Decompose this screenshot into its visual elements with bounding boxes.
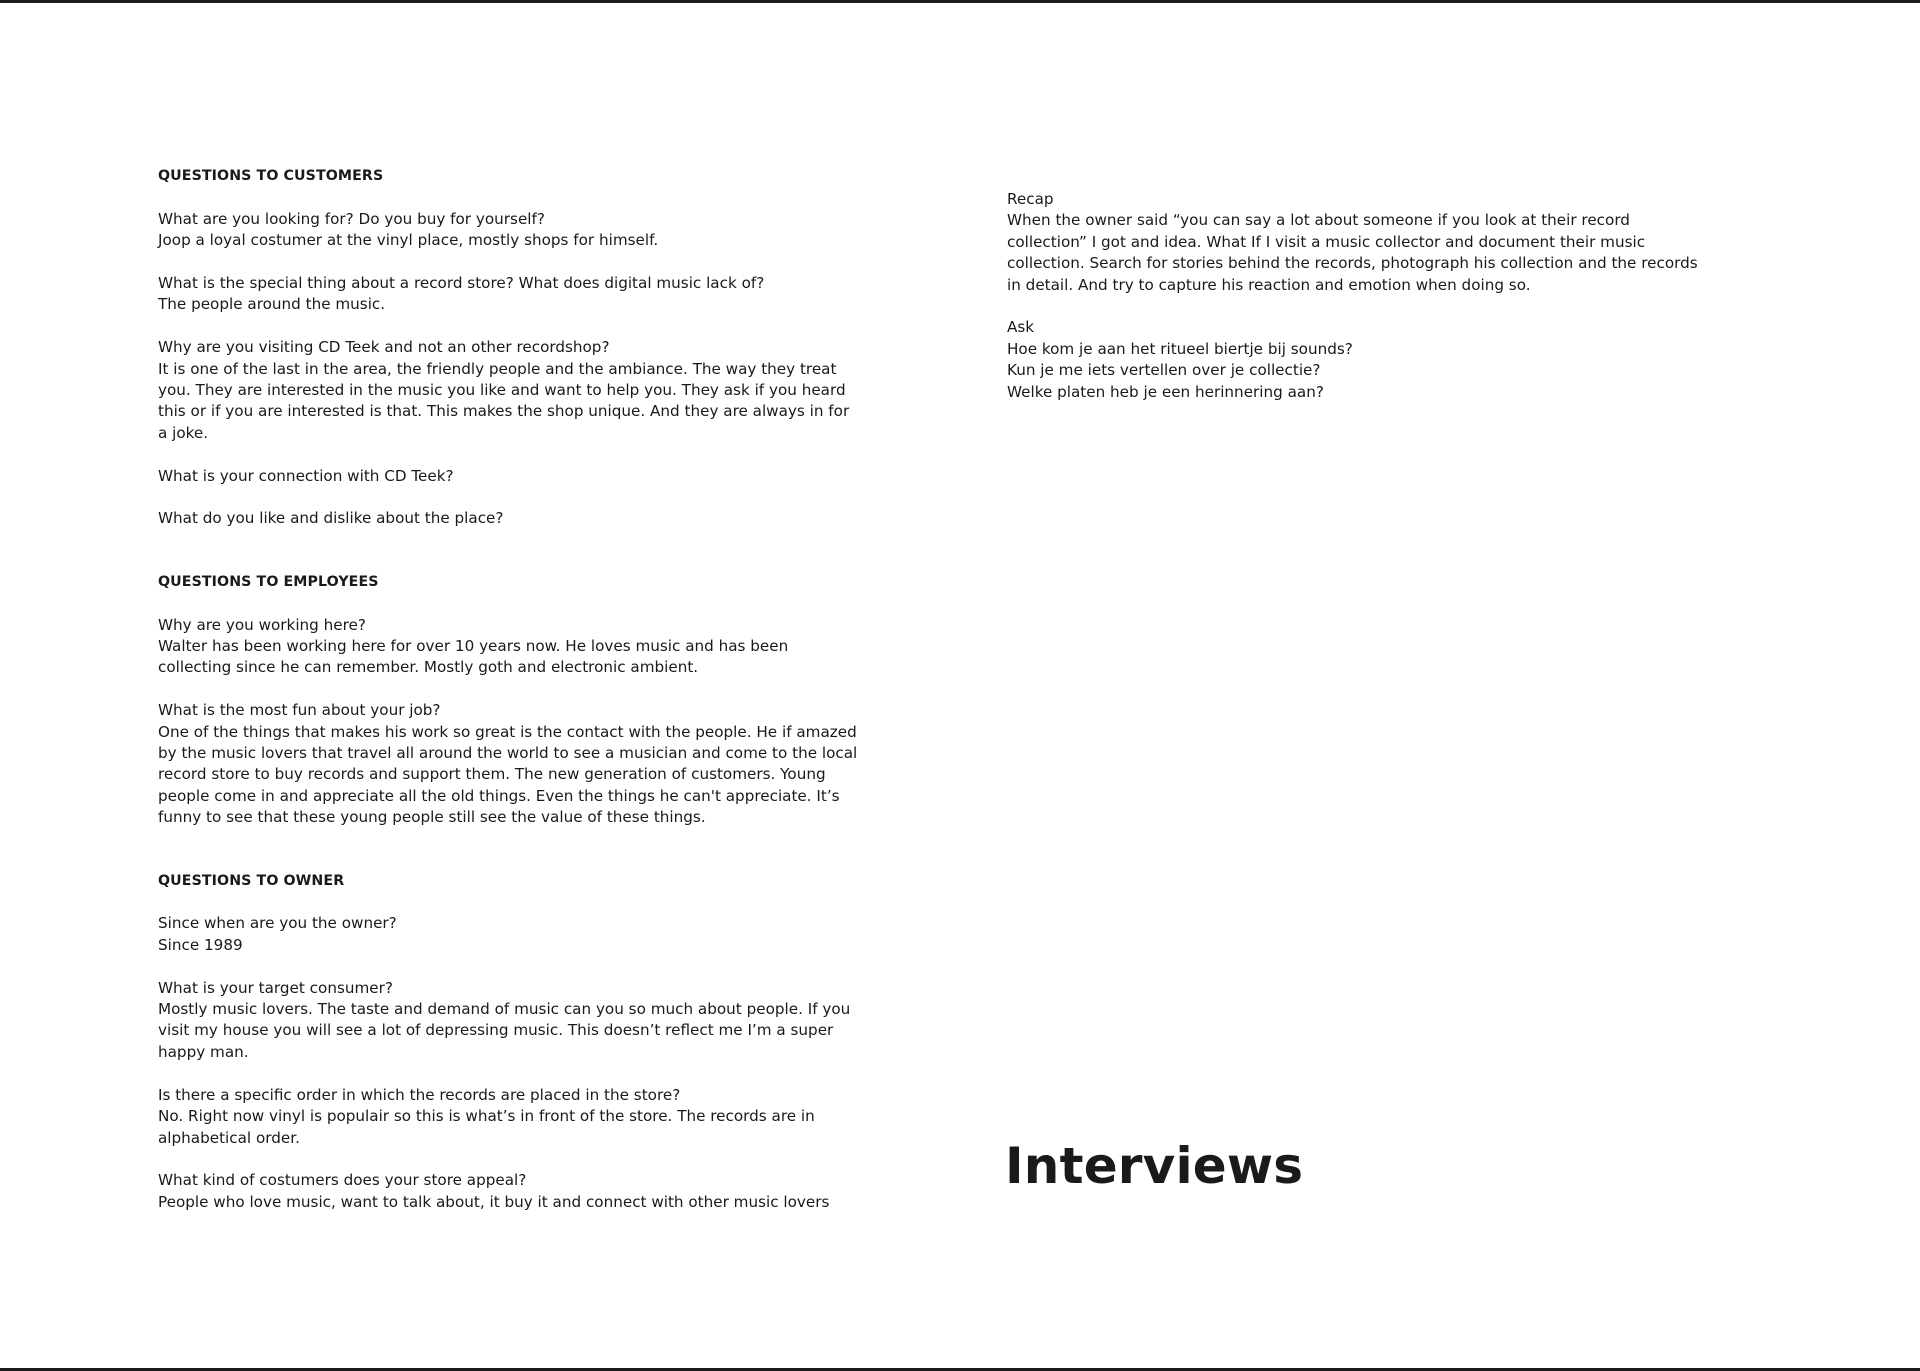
page-title: Interviews <box>1005 1137 1304 1195</box>
question-text: Since when are you the owner? <box>158 914 397 933</box>
ask-label: Ask <box>1007 318 1035 337</box>
qa-item <box>158 273 858 316</box>
question-text: What is your connection with CD Teek? <box>158 466 454 485</box>
top-border <box>0 0 1920 3</box>
qa-item <box>158 1170 858 1213</box>
question-text: Is there a specific order in which the records are placed in the store? <box>158 1085 681 1104</box>
question-text: What do you like and dislike about the place? <box>158 509 504 528</box>
ask-question: Welke platen heb je een herinnering aan? <box>1007 382 1324 401</box>
answer-text: Since 1989 <box>158 935 243 954</box>
section-customers <box>158 166 858 530</box>
qa-item <box>158 615 858 679</box>
answer-text: People who love music, want to talk about, it buy it and connect with other music lovers <box>158 1192 830 1211</box>
section-heading: QUESTIONS TO EMPLOYEES <box>158 573 379 590</box>
qa-item <box>158 209 858 252</box>
question-text: What is your target consumer? <box>158 978 393 997</box>
right-column <box>1007 189 1707 403</box>
section-heading: QUESTIONS TO OWNER <box>158 872 345 889</box>
qa-item <box>158 913 858 956</box>
qa-item <box>158 508 858 529</box>
recap-text: When the owner said “you can say a lot about someone if you look at their record collection” I got and idea. What If I visit a music collector and document their music collection. Search for stories behind the records, photograph his collection and the records in detail. And try to capture his reaction and emotion when doing so. <box>1007 211 1698 294</box>
question-text: What is the most fun about your job? <box>158 701 441 720</box>
question-text: What kind of costumers does your store appeal? <box>158 1171 527 1190</box>
answer-text: Mostly music lovers. The taste and demand of music can you so much about people. If you visit my house you will see a lot of depressing music. This doesn’t reflect me I’m a super happy man. <box>158 1000 851 1061</box>
answer-text: Walter has been working here for over 10 years now. He loves music and has been collecting since he can remember. Mostly goth and electronic ambient. <box>158 637 789 677</box>
question-text: What are you looking for? Do you buy for yourself? <box>158 209 545 228</box>
answer-text: No. Right now vinyl is populair so this is what’s in front of the store. The records are in alphabetical order. <box>158 1107 815 1147</box>
question-text: Why are you visiting CD Teek and not an other recordshop? <box>158 338 610 357</box>
section-owner <box>158 871 858 1213</box>
qa-item <box>158 466 858 487</box>
qa-item <box>158 1085 858 1149</box>
left-column <box>158 166 858 1255</box>
ask-block <box>1007 317 1707 403</box>
qa-item <box>158 700 858 828</box>
answer-text: It is one of the last in the area, the friendly people and the ambiance. The way they treat you. They are interested in the music you like and want to help you. They ask if you heard this or if you are interested is that. This makes the shop unique. And they are always in for a joke. <box>158 359 850 442</box>
section-heading: QUESTIONS TO CUSTOMERS <box>158 168 384 184</box>
answer-text: One of the things that makes his work so great is the contact with the people. He if amazed by the music lovers that travel all around the world to see a musician and come to the local record store to buy records and support them. The new generation of customers. Young people come in and appreciate all the old things. Even the things he can't appreciate. It’s funny to see that these young people still see the value of these things. <box>158 722 858 827</box>
answer-text: Joop a loyal costumer at the vinyl place, mostly shops for himself. <box>158 231 659 250</box>
qa-item <box>158 337 858 444</box>
answer-text: The people around the music. <box>158 295 386 314</box>
recap-label: Recap <box>1007 190 1054 208</box>
question-text: What is the special thing about a record store? What does digital music lack of? <box>158 274 765 292</box>
qa-item <box>158 978 858 1064</box>
section-employees <box>158 572 858 829</box>
recap-block <box>1007 189 1707 296</box>
ask-question: Kun je me iets vertellen over je collectie? <box>1007 361 1321 380</box>
question-text: Why are you working here? <box>158 615 366 634</box>
ask-question: Hoe kom je aan het ritueel biertje bij sounds? <box>1007 339 1353 358</box>
